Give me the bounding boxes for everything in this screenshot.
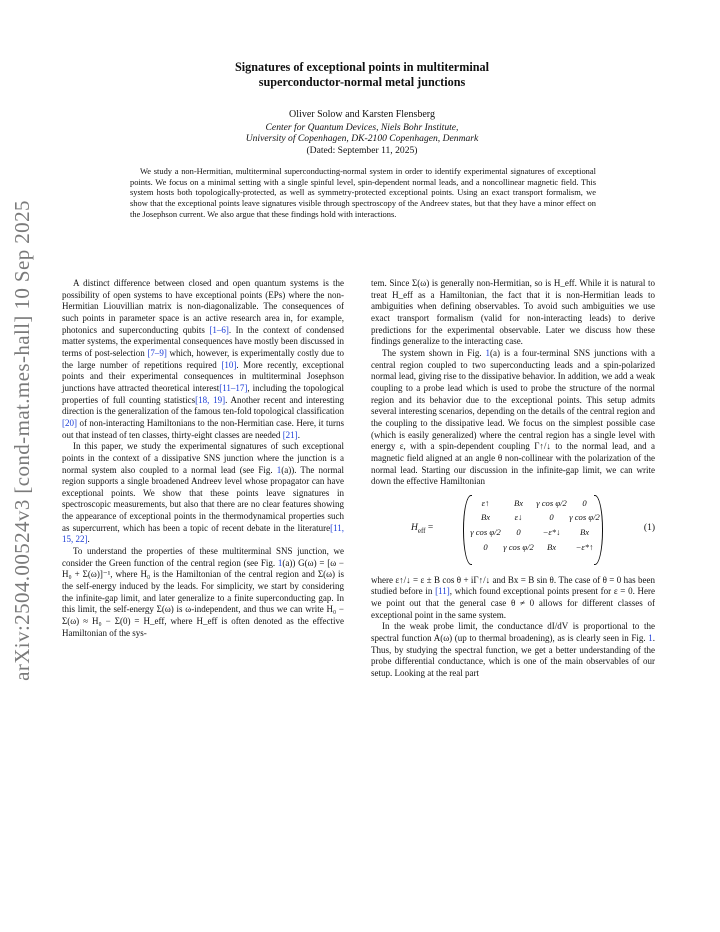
- citation-link[interactable]: [1–6]: [209, 324, 229, 335]
- matrix-cell: Bx: [579, 527, 590, 538]
- matrix-cell: −ε*↓: [542, 527, 561, 538]
- citation-link[interactable]: [11–17]: [219, 382, 248, 393]
- paragraph-this-paper: [62, 441, 344, 546]
- text-run: where ε↑/↓ = ε ± B cos θ + iΓ↑/↓ and Bx = B sin θ. The case of θ = 0 has been studied before in: [371, 574, 655, 597]
- text-run: .: [87, 534, 90, 545]
- citation-link[interactable]: [21]: [282, 429, 298, 440]
- right-column: [371, 278, 655, 680]
- matrix-cell: 0: [483, 541, 488, 552]
- abstract: [130, 166, 596, 220]
- matrix-grid: [469, 498, 601, 554]
- eq-equals: =: [427, 522, 434, 533]
- abstract-text: We study a non-Hermitian, multiterminal superconducting-normal system in order to identify experimental signatures of exceptional points. We focus on a minimal setting with a single spinful level, spin-dependent normal leads, and a noncollinear magnetic field. This system hosts both topologically-protected, as well as symmetry-protected exceptional points. Using an exact transport formalism, we show that the exceptional points leave signatures visible through spectroscopy of the Andreev states, but that they have a minor effect on the Josephson current. We also argue that these findings hold with interactions.: [130, 166, 596, 219]
- text-run: The system shown in Fig.: [382, 347, 486, 358]
- citation-link[interactable]: [10]: [221, 359, 237, 370]
- paragraph-green-function: [62, 546, 344, 639]
- text-run: .: [297, 429, 300, 440]
- citation-link[interactable]: [7–9]: [147, 347, 167, 358]
- text-run: of non-interacting Hamiltonians to the non-Hermitian case. Here, it turns out that instead of ten classes, thirty-eight classes are needed: [62, 417, 344, 440]
- text-run: In the weak probe limit, the conductance dI/dV is proportional to the spectral function A(ω) (up to thermal broadening), as is clearly seen in Fig.: [371, 621, 655, 644]
- text-run: which, however, is experimentally costly due to the large number of repetitions required: [62, 347, 344, 370]
- matrix-cell: −ε*↑: [575, 541, 594, 552]
- matrix-cell: 0: [582, 497, 587, 508]
- matrix-cell: γ cos φ/2: [470, 527, 501, 538]
- paragraph-weak-probe: [371, 621, 655, 679]
- text-run: , which found exceptional points present for ε = 0. Here we point out that the general case θ ≠ 0 allows for different classes of exceptional point in the same system.: [371, 586, 655, 620]
- title-line-1: Signatures of exceptional points in multiterminal: [234, 60, 490, 74]
- matrix-cell: γ cos φ/2: [536, 497, 567, 508]
- paragraph-system: [371, 348, 655, 488]
- equation-lhs: [411, 523, 433, 535]
- left-column: [62, 278, 344, 639]
- hamiltonian-matrix: [463, 495, 633, 565]
- citation-link[interactable]: [18, 19]: [195, 394, 226, 405]
- text-run: To understand the properties of these multiterminal SNS junction, we consider the Green function of the central region (see Fig.: [62, 546, 344, 568]
- figure-ref-link[interactable]: 1: [277, 557, 283, 568]
- matrix-cell: Bx: [480, 512, 491, 523]
- matrix-cell: ε↓: [514, 512, 523, 523]
- eq-symbol: H: [411, 522, 418, 533]
- author-block: [120, 109, 604, 156]
- affiliation-line-2: University of Copenhagen, DK-2100 Copenhagen, Denmark: [245, 133, 479, 144]
- matrix-cell: Bx: [546, 541, 557, 552]
- text-run: (a)) G(ω) = [ω − H₀ + Σ(ω)]⁻¹, where H₀ is the Hamiltonian of the central region and Σ(ω) is the self-energy induced by the leads. For simplicity, we start by considering the infinite-gap limit, and later generalize to a finite superconducting gap. In this limit, the self-energy Σ(ω) is ω-independent, and thus we can write H₀ − Σ(ω) ≈ H₀ − Σ(0) = H_eff, where H_eff is often denoted as the effective Hamiltonian of the sys-: [62, 557, 344, 638]
- text-run: . In the context of condensed matter systems, the experimental consequences have mostly been discussed in terms of post-selection: [62, 324, 344, 358]
- affiliation-line-1: Center for Quantum Devices, Niels Bohr Institute,: [265, 121, 459, 133]
- paragraph-intro: [62, 278, 344, 441]
- figure-ref-link[interactable]: 1: [648, 633, 653, 644]
- equation-number: (1): [643, 522, 655, 533]
- matrix-cell: 0: [549, 512, 554, 523]
- figure-ref-link[interactable]: 1: [276, 464, 282, 475]
- matrix-cell: 0: [516, 527, 521, 538]
- text-run: A distinct difference between closed and open quantum systems is the possibility of open systems to have exceptional points (EPs) where the non-Hermitian Liouvillian matrix is non-diagonalizable. The consequences of such points in parameter space is an active research area in, for example, photonics and superconducting qubits: [62, 278, 344, 335]
- matrix-cell: Bx: [513, 497, 524, 508]
- citation-link[interactable]: [11, 15, 22]: [62, 522, 344, 545]
- arxiv-stamp-text: arXiv:2504.00524v3 [cond-mat.mes-hall] 10 Sep 2025: [9, 199, 34, 681]
- date-line: (Dated: September 11, 2025): [306, 144, 418, 156]
- author-names: Oliver Solow and Karsten Flensberg: [289, 109, 435, 120]
- text-run: . More recently, exceptional points and their experimental consequences in multiterminal Josephson junctions have attracted theoretical interest: [62, 359, 344, 393]
- matrix-cell: γ cos φ/2: [503, 541, 534, 552]
- matrix-cell: γ cos φ/2: [569, 512, 600, 523]
- figure-ref-link[interactable]: 1: [485, 347, 491, 358]
- equation-1: [371, 495, 655, 569]
- text-run: (a)). The normal region supports a single broadened Andreev level whose propagator can have exceptional points. We show that these points leave signatures in spectroscopic measurements, but also that there are no clear features showing the appearance of exceptional points in the thermodynamical properties such as supercurrent, which has been a topic of recent debate in the literature: [62, 464, 344, 533]
- title-line-2: superconductor-normal metal junctions: [258, 75, 466, 89]
- citation-link[interactable]: [11]: [435, 586, 450, 597]
- paragraph-where: [371, 575, 655, 622]
- eq-subscript: eff: [417, 526, 426, 535]
- text-run: (a) is a four-terminal SNS junctions with a central region coupled to two superconducting leads and a spin-polarized normal lead, giving rise to the dissipative behavior. In addition, we add a weak coupling to a probe lead which is used to probe the structure of the normal region and its behavior due to the exceptional points. This setup admits several interesting scenarios, depending on the details of the central region and the coupling to the dissipative lead. We focus on the simplest possible case (which is easily generalized) where the central region has a single level with energy ε, with a spin-dependent coupling Γ↑/↓ to the normal lead, and a magnetic field aligned at an angle θ non-collinear with the polarization of the normal lead. Starting our discussion in the infinite-gap limit, we can write down the effective Hamiltonian: [371, 347, 655, 487]
- text-run: . Thus, by studying the spectral function, we get a better understanding of the probe differential conductance, which is one of the main observables of our setup. Looking at the real part: [371, 633, 655, 679]
- paragraph-continuation: tem. Since Σ(ω) is generally non-Hermitian, so is H_eff. While it is natural to treat H_eff as a Hamiltonian, the fact that it is non-Hermitian leads to ambiguities when defining observables. To avoid such ambiguities we use exact transport formalism (valid for non-interacting leads) to derive predictions for the experimental observable. Later we discuss how these findings generalize to the interacting case.: [371, 278, 655, 347]
- matrix-cell: ε↑: [481, 497, 490, 508]
- text-run: . Another recent and interesting direction is the generalization of the famous ten-fold topological classification: [62, 394, 344, 417]
- text-run: , including the topological properties of full counting statistics: [62, 382, 345, 405]
- paper-title: [120, 60, 604, 90]
- citation-link[interactable]: [20]: [62, 417, 77, 428]
- right-paren: [594, 495, 603, 565]
- text-run: In this paper, we study the experimental signatures of such exceptional points in the context of a dissipative SNS junction where the junction is a normal system also coupled to a normal lead (see Fig.: [62, 441, 344, 475]
- arxiv-identifier-stamp: [2, 200, 42, 680]
